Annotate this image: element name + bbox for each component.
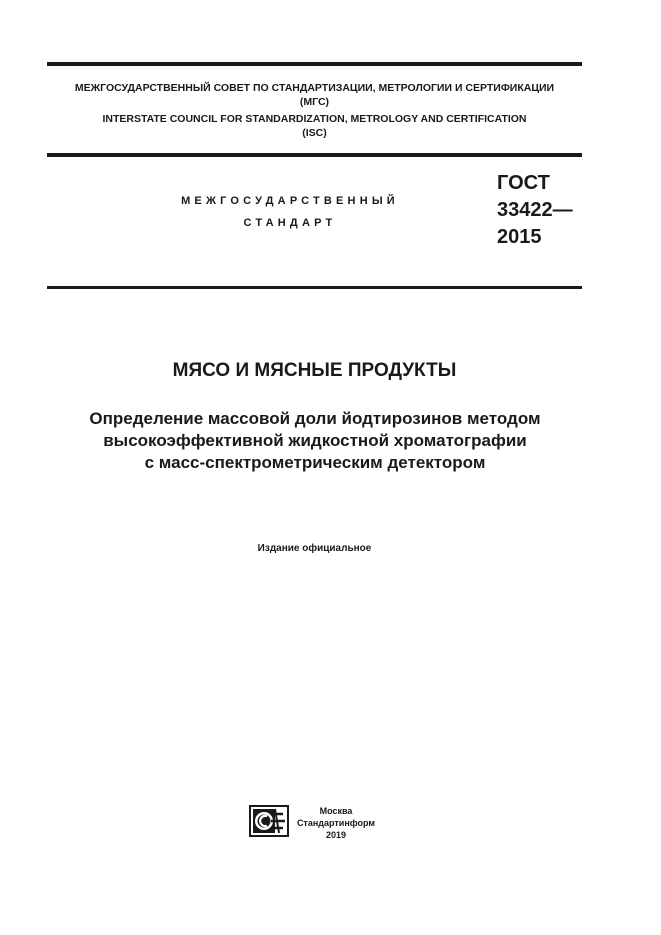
council-name-en-line1: INTERSTATE COUNCIL FOR STANDARDIZATION, METROLOGY AND CERTIFICATION <box>102 113 527 125</box>
council-name-ru <box>47 81 582 109</box>
top-rule <box>47 62 582 66</box>
council-name-ru-line1: МЕЖГОСУДАРСТВЕННЫЙ СОВЕТ ПО СТАНДАРТИЗАЦИИ, МЕТРОЛОГИИ И СЕРТИФИКАЦИИ <box>74 82 555 94</box>
subtitle-line2: высокоэффективной жидкостной хроматографии <box>103 431 527 450</box>
standartinform-logo-icon <box>249 805 289 837</box>
gost-prefix: ГОСТ <box>497 172 550 194</box>
gost-number: 33422— <box>497 199 573 221</box>
council-abbr-ru: (МГС) <box>299 96 330 108</box>
subtitle-line1: Определение массовой доли йодтирозинов методом <box>89 409 541 428</box>
publisher-name: Стандартинформ <box>296 818 376 828</box>
document-subtitle <box>30 408 600 474</box>
document-title: МЯСО И МЯСНЫЕ ПРОДУКТЫ <box>172 360 457 381</box>
edition-note: Издание официальное <box>257 543 372 554</box>
subtitle-line3: с масс-спектрометрическим детектором <box>144 453 486 472</box>
standard-kind-line1: МЕЖГОСУДАРСТВЕННЫЙ <box>181 195 399 207</box>
middle-rule <box>47 153 582 157</box>
standard-kind <box>120 190 460 234</box>
council-abbr-en: (ISC) <box>302 127 327 139</box>
publisher-year: 2019 <box>325 830 347 840</box>
gost-designation <box>497 170 573 251</box>
bottom-rule <box>47 286 582 289</box>
publisher-imprint <box>294 805 378 841</box>
council-name-en <box>47 112 582 140</box>
gost-year: 2015 <box>497 226 542 248</box>
standard-kind-line2: СТАНДАРТ <box>243 217 337 229</box>
publisher-city: Москва <box>319 806 353 816</box>
